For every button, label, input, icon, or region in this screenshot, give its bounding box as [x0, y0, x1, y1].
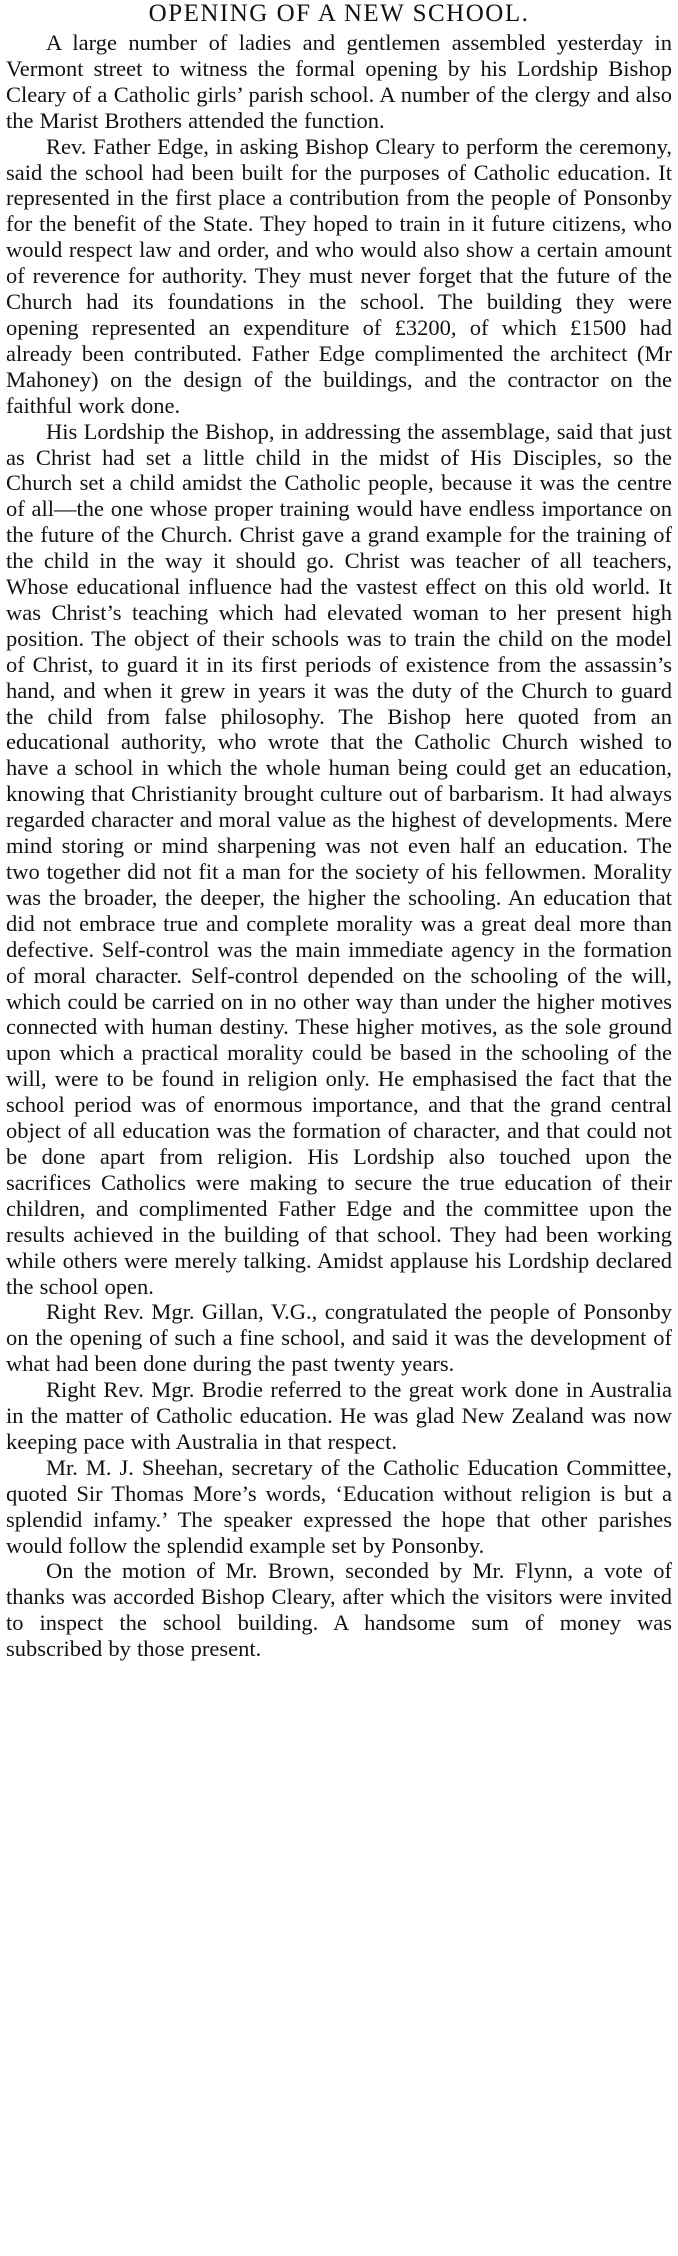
article-paragraph-opening: A large number of ladies and gentlemen assembled yesterday in Vermont street to witness the formal opening by his Lordship Bishop Cleary of a Catholic girls’ parish school. A number of the clergy and also the Marist Brothers attended the function. — [6, 30, 672, 133]
article-paragraph-mr-sheehan: Mr. M. J. Sheehan, secretary of the Catholic Education Committee, quoted Sir Thomas More’s words, ‘Education without religion is but a splendid infamy.’ The speaker expressed the hope that other parishes would follow the splendid example set by Ponsonby. — [6, 1454, 672, 1558]
article-headline: OPENING OF A NEW SCHOOL. — [148, 0, 530, 27]
article-paragraph-mgr-gillan: Right Rev. Mgr. Gillan, V.G., congratulated the people of Ponsonby on the opening of such a fine school, and said it was the development of what had been done during the past twenty years. — [6, 1299, 672, 1377]
article-paragraph-vote-of-thanks: On the motion of Mr. Brown, seconded by Mr. Flynn, a vote of thanks was accorded Bishop Cleary, after which the visitors were invited to inspect the school building. A handsome sum of money was subscribed by those present. — [6, 1558, 672, 1662]
article-paragraph-bishop-address: His Lordship the Bishop, in addressing the assemblage, said that just as Christ had set a little child in the midst of His Disciples, so the Church set a child amidst the Catholic people, because it was the centre of all—the one whose proper training would have endless importance on the future of the Church. Christ gave a grand example for the training of the child in the way it should go. Christ was teacher of all teachers, Whose educational influence had the vastest effect on this old world. It was Christ’s teaching which had elevated woman to her present high position. The object of their schools was to train the child on the model of Christ, to guard it in its first periods of existence from the assassin’s hand, and when it grew in years it was the duty of the Church to guard the child from false philosophy. The Bishop here quoted from an educational authority, who wrote that the Catholic Church wished to have a school in which the whole human being could get an education, knowing that Christianity brought culture out of barbarism. It had always regarded character and moral value as the highest of developments. Mere mind storing or mind sharpening was not even half an education. The two together did not fit a man for the society of his fellowmen. Morality was the broader, the deeper, the higher the schooling. An education that did not embrace true and complete morality was a great deal more than defective. Self-control was the main immediate agency in the formation of moral character. Self-control depended on the schooling of the will, which could be carried on in no other way than under the higher motives connected with human destiny. These higher motives, as the sole ground upon which a practical morality could be based in the schooling of the will, were to be found in religion only. He emphasised the fact that the school period was of enormous importance, and that the grand central object of all education was the formation of character, and that could not be done apart from religion. His Lordship also touched upon the sacrifices Catholics were making to secure the true education of their children, and complimented Father Edge and the committee upon the results achieved in the building of that school. They had been working while others were merely talking. Amidst applause his Lordship declared the school open. — [6, 418, 672, 1299]
article-paragraph-mgr-brodie: Right Rev. Mgr. Brodie referred to the great work done in Australia in the matter of Catholic education. He was glad New Zealand was now keeping pace with Australia in that respect. — [6, 1377, 672, 1454]
newspaper-article — [6, 0, 672, 1662]
article-paragraph-father-edge: Rev. Father Edge, in asking Bishop Cleary to perform the ceremony, said the school had been built for the purposes of Catholic education. It represented in the first place a contribution from the people of Ponsonby for the benefit of the State. They hoped to train in it future citizens, who would respect law and order, and who would also show a certain amount of reverence for authority. They must never forget that the future of the Church had its foundations in the school. The building they were opening represented an expenditure of £3200, of which £1500 had already been contributed. Father Edge complimented the architect (Mr Mahoney) on the design of the buildings, and the contractor on the faithful work done. — [6, 133, 672, 418]
